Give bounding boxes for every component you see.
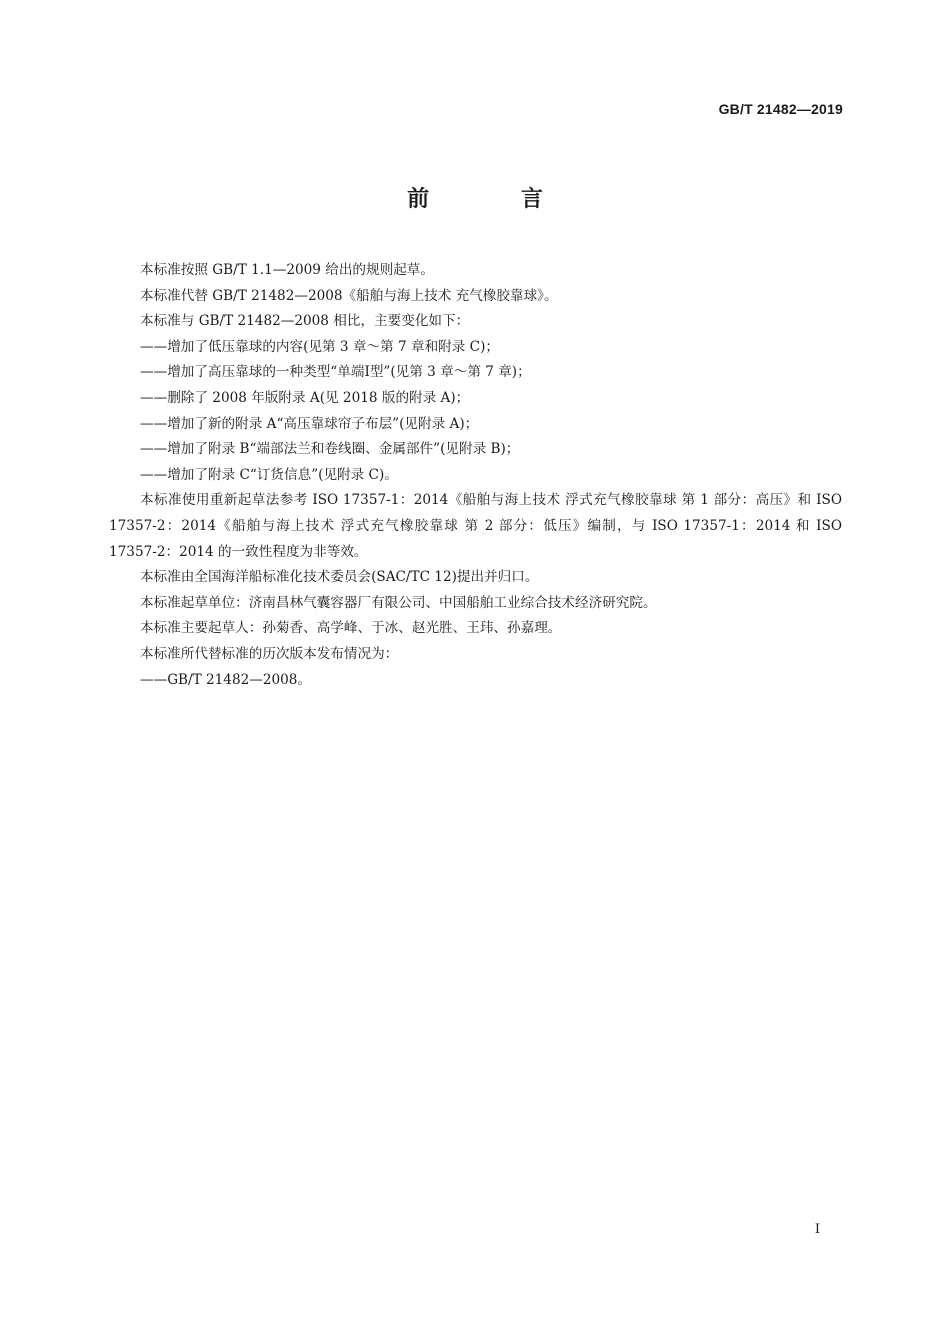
standard-code: GB/T 21482—2019: [718, 101, 843, 117]
paragraph-drafting-units: 本标准起草单位：济南昌林气囊容器厂有限公司、中国船舶工业综合技术经济研究院。: [140, 594, 657, 611]
paragraph-iso-reference: 本标准使用重新起草法参考 ISO 17357-1：2014《船舶与海上技术 浮式充气橡胶靠球 第 1 部分：高压》和 ISO 17357-2：2014《船舶与海上技术 浮式充气橡胶靠球 第 2 部分：低压》编制，与 ISO 17357-1：2014 和 ISO 17357-2：2014 的一致性程度为非等效。: [109, 492, 842, 560]
paragraph-history-intro: 本标准所代替标准的历次版本发布情况为：: [140, 645, 399, 662]
page-number: Ⅰ: [814, 1222, 820, 1237]
paragraph-drafting-rules: 本标准按照 GB/T 1.1—2009 给出的规则起草。: [140, 262, 434, 278]
list-item: ——增加了新的附录 A“高压靠球帘子布层”(见附录 A)；: [140, 415, 479, 432]
list-item: ——删除了 2008 年版附录 A(见 2018 版的附录 A)；: [140, 389, 470, 406]
paragraph-drafters: 本标准主要起草人：孙菊香、高学峰、于冰、赵光胜、王玮、孙嘉理。: [140, 620, 562, 637]
list-item: ——增加了附录 C“订货信息”(见附录 C)。: [140, 466, 398, 483]
paragraph-changes-intro: 本标准与 GB/T 21482—2008 相比，主要变化如下：: [140, 313, 470, 330]
list-item: ——增加了低压靠球的内容(见第 3 章～第 7 章和附录 C)；: [140, 338, 499, 355]
page-title: 前 言: [407, 187, 585, 212]
foreword-body: [109, 258, 842, 693]
paragraph-proposer: 本标准由全国海洋船标准化技术委员会(SAC/TC 12)提出并归口。: [140, 569, 539, 586]
paragraph-replaces: 本标准代替 GB/T 21482—2008《船舶与海上技术 充气橡胶靠球》。: [140, 287, 558, 304]
list-item: ——增加了高压靠球的一种类型“单端Ⅰ型”(见第 3 章～第 7 章)；: [140, 364, 531, 381]
list-item: ——GB/T 21482—2008。: [140, 671, 312, 688]
list-item: ——增加了附录 B“端部法兰和卷线圈、金属部件”(见附录 B)；: [140, 441, 520, 458]
